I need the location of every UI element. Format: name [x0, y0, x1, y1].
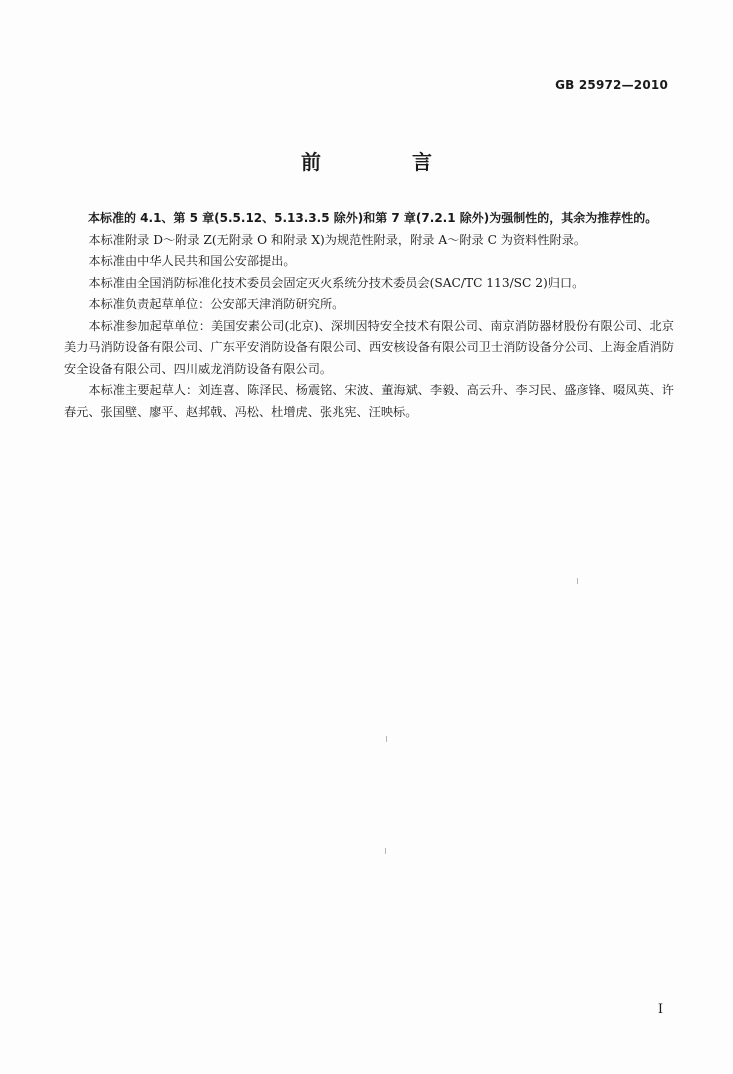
paragraph-participating-units: 本标准参加起草单位：美国安素公司(北京)、深圳因特安全技术有限公司、南京消防器材股份有限公司、北京美力马消防设备有限公司、广东平安消防设备有限公司、西安核设备有限公司卫士消防设备分公司、上海金盾消防安全设备有限公司、四川威龙消防设备有限公司。	[64, 318, 674, 376]
scan-speck	[577, 578, 578, 584]
document-body	[64, 208, 674, 423]
page-title: 前 言	[301, 150, 474, 174]
paragraph-proposer: 本标准由中华人民共和国公安部提出。	[88, 254, 296, 268]
standard-code: GB 25972—2010	[555, 78, 668, 92]
scan-speck	[385, 848, 386, 854]
paragraph-mandatory-clauses: 本标准的 4.1、第 5 章(5.5.12、5.13.3.5 除外)和第 7 章(7.2.1 除外)为强制性的，其余为推荐性的。	[88, 211, 658, 225]
paragraph-committee: 本标准由全国消防标准化技术委员会固定灭火系统分技术委员会(SAC/TC 113/SC 2)归口。	[88, 275, 585, 290]
paragraph-drafting-unit: 本标准负责起草单位：公安部天津消防研究所。	[88, 297, 345, 311]
scan-speck	[386, 736, 387, 742]
paragraph-annexes: 本标准附录 D～附录 Z(无附录 O 和附录 X)为规范性附录，附录 A～附录 C 为资料性附录。	[88, 232, 587, 247]
page-number: I	[657, 1002, 663, 1017]
paragraph-drafters: 本标准主要起草人：刘连喜、陈泽民、杨震铭、宋波、董海斌、李毅、高云升、李习民、盛彦锋、啜凤英、许春元、张国壁、廖平、赵邦戟、冯松、杜增虎、张兆宪、汪映标。	[64, 383, 674, 419]
